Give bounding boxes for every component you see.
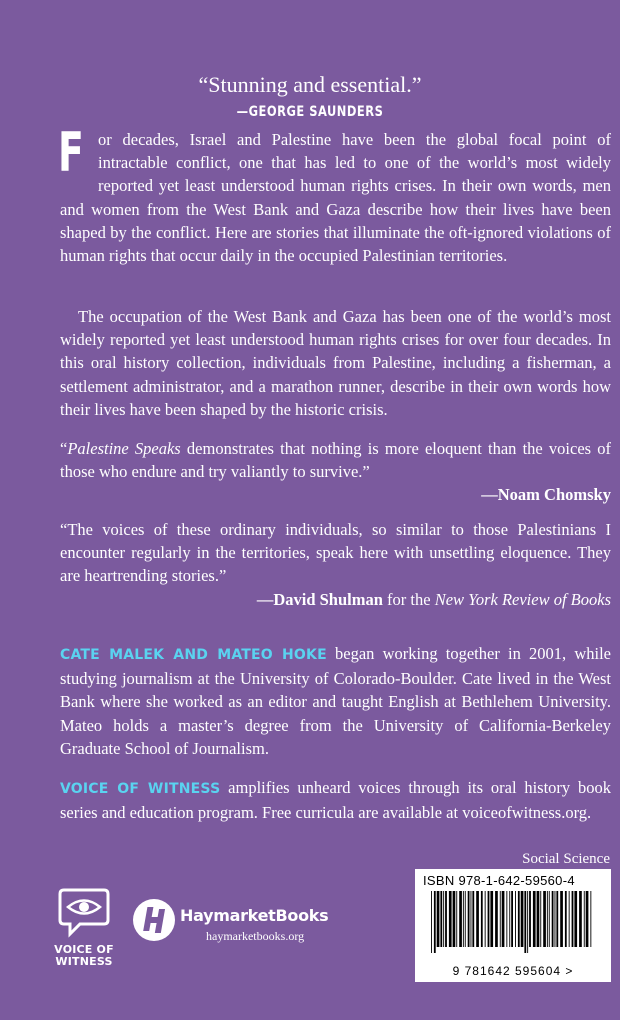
barcode-bar xyxy=(476,891,479,947)
barcode-bar xyxy=(437,891,440,947)
barcode-bar xyxy=(569,891,570,947)
barcode-bar xyxy=(584,891,585,947)
barcode-bar xyxy=(495,891,498,947)
barcode-bar xyxy=(440,891,442,947)
barcode-bar xyxy=(506,891,507,947)
authors-kicker: CATE MALEK AND MATEO HOKE xyxy=(60,647,327,663)
barcode xyxy=(415,869,611,982)
top-quote-attribution: —GEORGE SAUNDERS xyxy=(236,104,384,120)
vow-kicker: VOICE OF WITNESS xyxy=(60,781,221,797)
barcode-bar xyxy=(556,891,558,947)
barcode-bar xyxy=(572,891,574,947)
vow-bio xyxy=(60,776,611,824)
vow-line-2: WITNESS xyxy=(55,955,113,968)
barcode-bar xyxy=(490,891,493,947)
barcode-bar xyxy=(590,891,591,947)
barcode-bar xyxy=(586,891,589,947)
barcode-bar xyxy=(453,891,456,947)
barcode-bar xyxy=(431,891,432,953)
barcode-bar xyxy=(529,891,531,947)
authors-bio-text: began working together in 2001, while studying journalism at the University of Colorado-Boulder. Cate lived in the West Bank where she worked as an editor and taught English at Bethlehem University. Mateo holds a master’s degree from the University of California-Berkeley Graduate School of Journalism. xyxy=(60,644,611,758)
category-label: Social Science xyxy=(522,851,610,867)
barcode-bar xyxy=(515,891,516,947)
haymarket-name: HaymarketBooks xyxy=(180,906,329,925)
barcode-bar xyxy=(500,891,501,947)
endorsement-shulman xyxy=(60,518,611,611)
barcode-bar xyxy=(543,891,546,947)
attribution-for: for the xyxy=(382,589,435,609)
barcode-bar xyxy=(574,891,577,947)
attribution-publication: New York Review of Books xyxy=(434,589,611,609)
barcode-bar xyxy=(518,891,520,947)
isbn-label: ISBN 978-1-642-59560-4 xyxy=(423,873,575,888)
book-title: Palestine Speaks xyxy=(67,439,181,458)
barcode-bar xyxy=(537,891,540,947)
blurb-paragraph-1 xyxy=(58,121,611,267)
authors-bio xyxy=(60,642,611,760)
barcode-bar xyxy=(465,891,466,947)
barcode-bar xyxy=(509,891,510,947)
endorsement-text: demonstrates that nothing is more eloquent than the voices of those who endure and try valiantly to survive.” xyxy=(60,439,612,482)
voice-of-witness-logo-text xyxy=(49,944,119,968)
barcode-bar xyxy=(533,891,536,947)
barcode-bars xyxy=(427,891,597,965)
barcode-bar xyxy=(481,891,483,947)
top-quote xyxy=(0,72,620,120)
open-quote: “ xyxy=(60,439,68,458)
endorsement-text: “The voices of these ordinary individuals, so similar to those Palestinians I encounter regularly in the territories, speak here with unsettling eloquence. They are heartrending stories.” xyxy=(60,520,611,586)
barcode-bar xyxy=(459,891,462,947)
endorsement-attribution xyxy=(60,588,611,611)
vow-bio-text: amplifies unheard voices through its oral history book series and education program. Free curricula are available at voiceofwitness.org. xyxy=(60,778,611,823)
attribution-name: —David Shulman xyxy=(256,589,383,609)
barcode-bar xyxy=(468,891,470,947)
barcode-bar xyxy=(555,891,556,947)
haymarket-url: haymarketbooks.org xyxy=(206,929,305,943)
haymarket-h-icon xyxy=(132,898,176,942)
barcode-bar xyxy=(502,891,505,947)
barcode-bar xyxy=(521,891,524,947)
blurb-p1-text: or decades, Israel and Palestine have been the global focal point of intractable conflict, one that has led to one of the world’s most widely reported yet least understood human rights crises. In their own words, men and women from the West Bank and Gaza describe how their lives have been shaped by the conflict. Here are stories that illuminate the oft-ignored violations of human rights that occur daily in the occupied Palestinian territories. xyxy=(60,130,611,266)
barcode-bar xyxy=(443,891,444,947)
voice-of-witness-eye-icon xyxy=(56,884,112,940)
blurb-paragraph-2: The occupation of the West Bank and Gaza has been one of the world’s most widely reported yet least understood human rights crises for over four decades. In this oral history collection, individuals from Palestine, including a fisherman, a settlement administrator, and a marathon runner, describe in their own words how their lives have been shaped by the historic crisis. xyxy=(60,307,611,419)
barcode-bar xyxy=(434,891,436,953)
barcode-bar xyxy=(471,891,472,947)
barcode-bar xyxy=(549,891,550,947)
barcode-bar xyxy=(579,891,582,947)
barcode-bar xyxy=(547,891,548,947)
barcode-bar xyxy=(445,891,447,947)
barcode-bar xyxy=(485,891,486,947)
barcode-bar xyxy=(449,891,452,947)
barcode-bar xyxy=(524,891,526,953)
barcode-bar xyxy=(552,891,554,947)
endorsement-attribution: —Noam Chomsky xyxy=(481,485,611,505)
barcode-bar xyxy=(527,891,528,953)
endorsement-chomsky xyxy=(60,437,611,507)
barcode-digits: 9 781642 595604 > xyxy=(452,964,574,978)
barcode-bar xyxy=(472,891,474,947)
dropcap: F xyxy=(58,121,84,184)
barcode-bar xyxy=(565,891,567,947)
top-quote-text: “Stunning and essential.” xyxy=(198,72,422,97)
barcode-bar xyxy=(560,891,563,947)
vow-line-1: VOICE OF xyxy=(54,943,114,956)
barcode-bar xyxy=(456,891,457,947)
barcode-bar xyxy=(511,891,513,947)
barcode-bar xyxy=(540,891,541,947)
barcode-bar xyxy=(488,891,490,947)
barcode-bar xyxy=(463,891,464,947)
